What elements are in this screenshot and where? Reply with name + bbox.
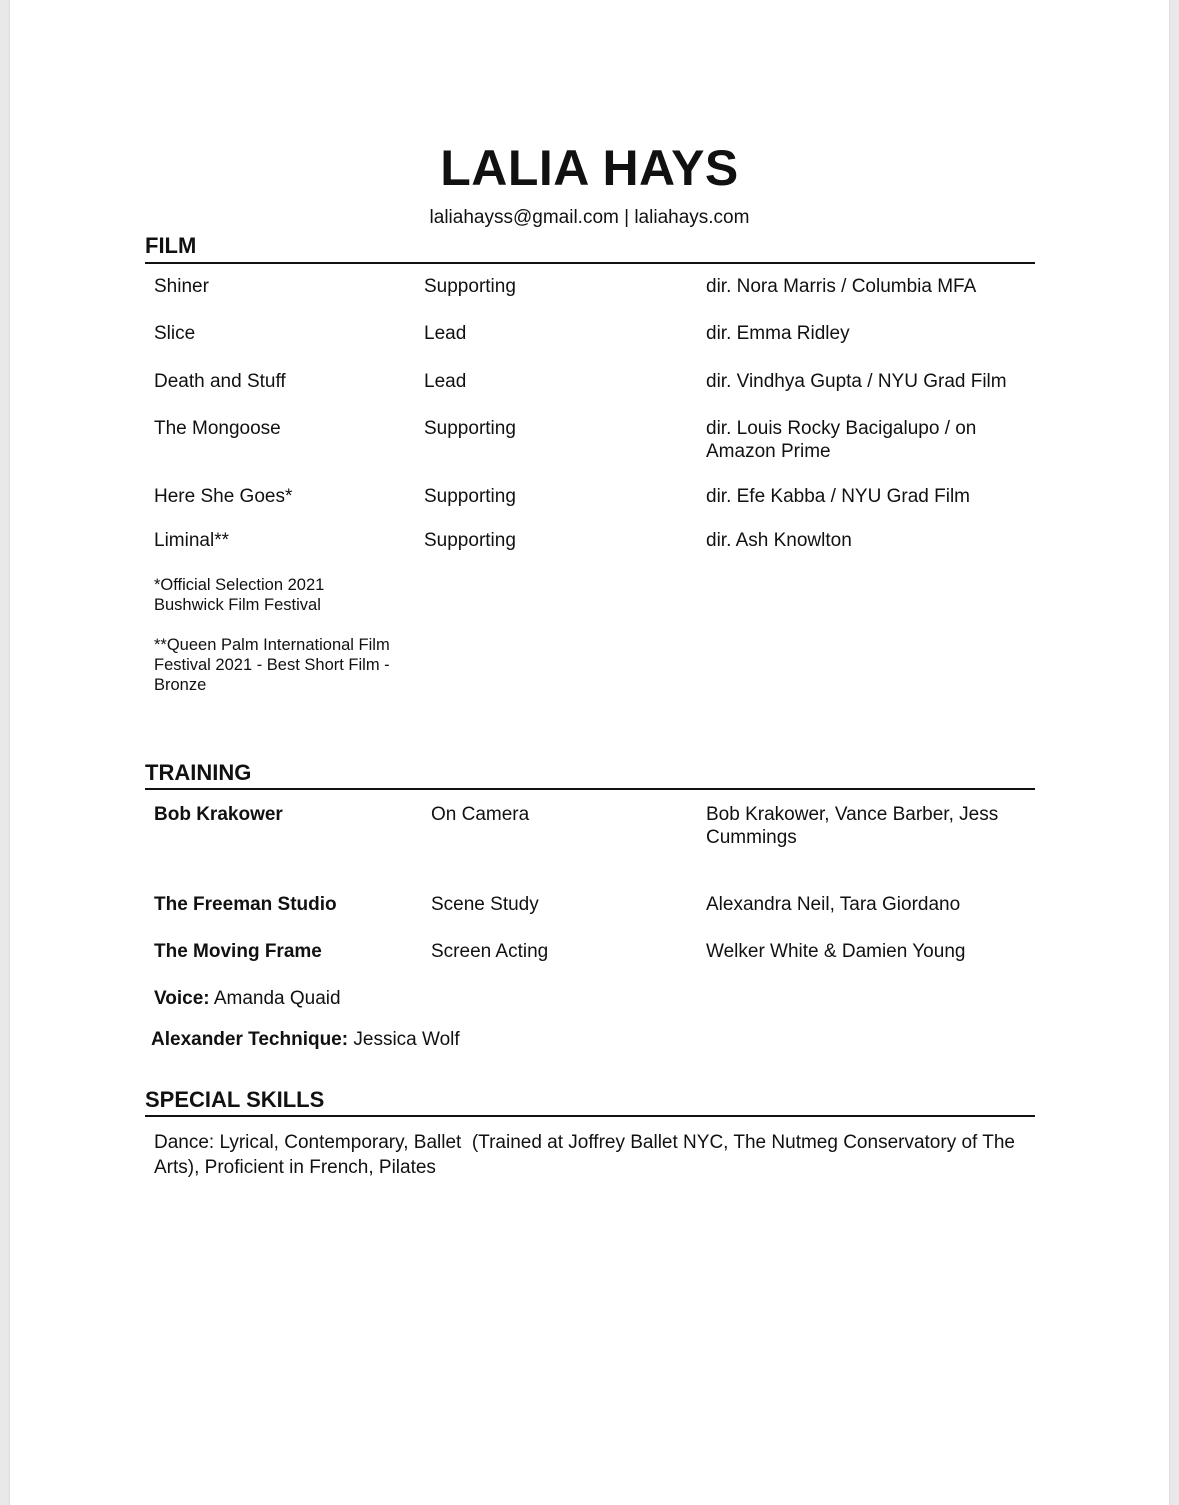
- voice-label: Voice:: [154, 988, 210, 1009]
- film-row-director: dir. Ash Knowlton: [706, 530, 852, 551]
- film-row-director: dir. Louis Rocky Bacigalupo / on Amazon Prime: [706, 418, 977, 462]
- training-row-focus: Scene Study: [431, 894, 539, 915]
- training-section-rule: [145, 788, 1035, 790]
- film-row-role: Lead: [424, 371, 467, 392]
- contact-line: laliahayss@gmail.com | laliahays.com: [429, 207, 750, 228]
- training-row-school: The Moving Frame: [154, 941, 322, 962]
- resume-name: LALIA HAYS: [440, 140, 739, 196]
- training-section-title: TRAINING: [145, 760, 252, 785]
- film-row-director: dir. Emma Ridley: [706, 323, 850, 344]
- training-row-teachers: Welker White & Damien Young: [706, 941, 966, 962]
- film-row-director: dir. Nora Marris / Columbia MFA: [706, 276, 977, 297]
- film-row-title: Shiner: [154, 276, 209, 297]
- training-row-school: The Freeman Studio: [154, 894, 337, 915]
- film-section-title: FILM: [145, 233, 197, 258]
- training-row-focus: On Camera: [431, 804, 530, 825]
- film-footnote: **Queen Palm International Film Festival 2021 - Best Short Film - Bronze: [154, 636, 390, 694]
- film-row-title: Here She Goes*: [154, 486, 293, 507]
- skills-section-rule: [145, 1115, 1035, 1117]
- alexander-value: Jessica Wolf: [348, 1029, 460, 1050]
- film-row-title: Death and Stuff: [154, 371, 286, 392]
- film-row-title: Slice: [154, 323, 196, 344]
- voice-training-line: [154, 987, 341, 1010]
- training-row-teachers: Bob Krakower, Vance Barber, Jess Cummings: [706, 804, 999, 848]
- training-row-focus: Screen Acting: [431, 941, 549, 962]
- film-row-role: Supporting: [424, 486, 516, 507]
- alexander-label: Alexander Technique:: [151, 1029, 349, 1050]
- film-row-role: Lead: [424, 323, 467, 344]
- voice-value: Amanda Quaid: [209, 988, 341, 1009]
- film-row-role: Supporting: [424, 418, 516, 439]
- film-row-director: dir. Vindhya Gupta / NYU Grad Film: [706, 371, 1007, 392]
- film-row-role: Supporting: [424, 276, 516, 297]
- film-row-role: Supporting: [424, 530, 516, 551]
- skills-text: Dance: Lyrical, Contemporary, Ballet (Trained at Joffrey Ballet NYC, The Nutmeg Conservatory of The Arts), Proficient in French, Pilates: [154, 1132, 1020, 1178]
- training-row-school: Bob Krakower: [154, 804, 283, 825]
- film-footnote: *Official Selection 2021 Bushwick Film Festival: [154, 576, 325, 614]
- skills-section-title: SPECIAL SKILLS: [145, 1087, 325, 1112]
- film-row-title: The Mongoose: [154, 418, 281, 439]
- film-row-title: Liminal**: [154, 530, 229, 551]
- alexander-training-line: [151, 1028, 460, 1051]
- training-row-teachers: Alexandra Neil, Tara Giordano: [706, 894, 961, 915]
- film-row-director: dir. Efe Kabba / NYU Grad Film: [706, 486, 970, 507]
- film-section-rule: [145, 262, 1035, 264]
